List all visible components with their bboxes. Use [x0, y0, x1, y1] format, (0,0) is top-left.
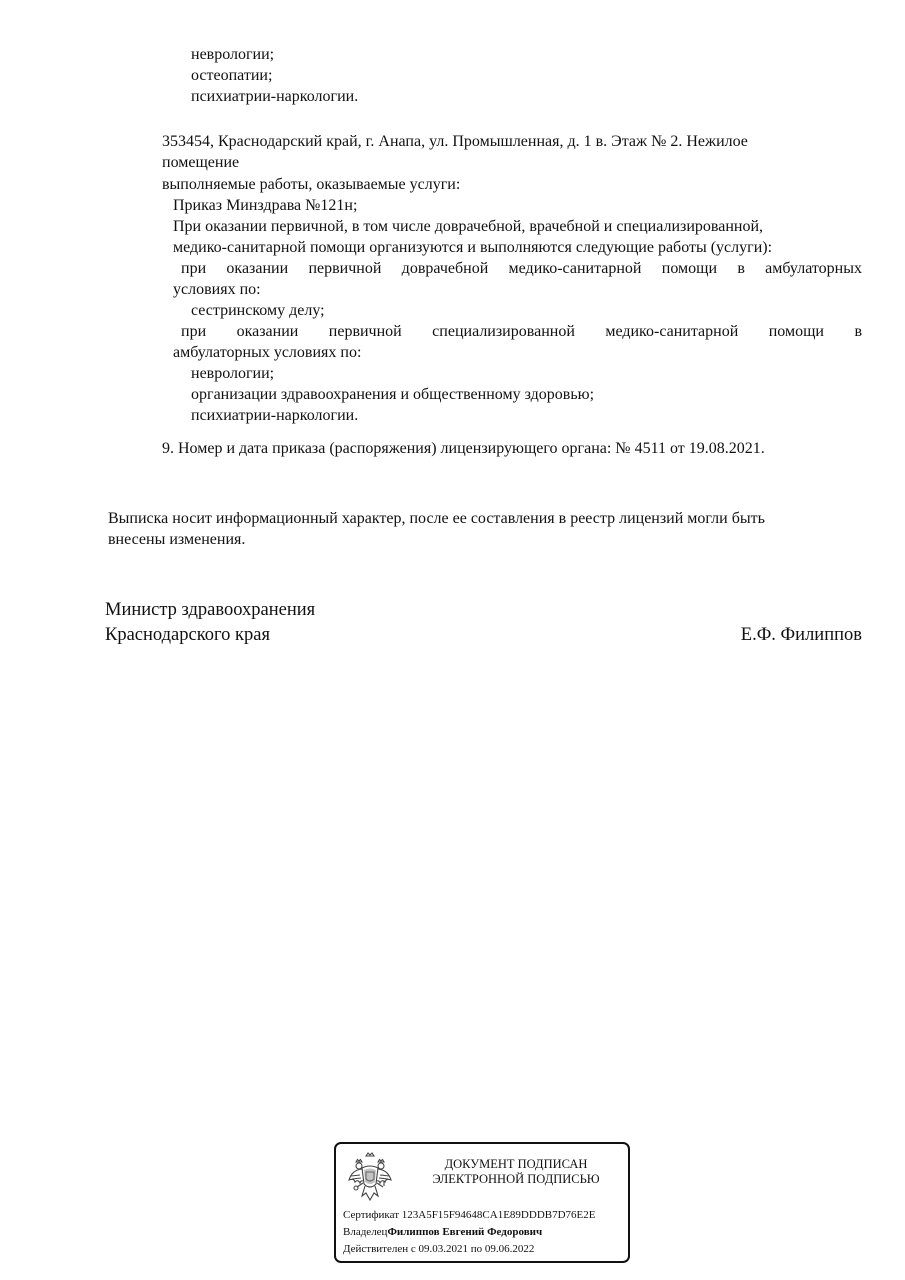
- signer-name: Е.Ф. Филиппов: [740, 625, 862, 645]
- coat-of-arms-icon: [346, 1150, 394, 1206]
- pre-medical-heading: при оказании первичной доврачебной медико-санитарной помощи в амбулаторных: [181, 260, 862, 277]
- address-line: 353454, Краснодарский край, г. Анапа, ул. Промышленная, д. 1 в. Этаж № 2. Нежилое: [162, 133, 748, 150]
- list-item: психиатрии-наркологии.: [191, 88, 359, 105]
- stamp-validity: Действителен с 09.03.2021 по 09.06.2022: [343, 1243, 535, 1255]
- certificate-value: 123A5F15F94648CA1E89DDDB7D76E2E: [401, 1209, 596, 1221]
- works-label: выполняемые работы, оказываемые услуги:: [162, 176, 461, 193]
- signer-position: Министр здравоохранения: [105, 600, 316, 620]
- order-intro: При оказании первичной, в том числе доврачебной, врачебной и специализированной,: [173, 218, 764, 235]
- notice-text: внесены изменения.: [108, 531, 246, 548]
- order-title: Приказ Минздрава №121н;: [173, 197, 358, 214]
- owner-label: Владелец: [343, 1226, 388, 1238]
- owner-value: Филиппов Евгений Федорович: [387, 1226, 543, 1238]
- specialized-heading: амбулаторных условиях по:: [173, 344, 362, 361]
- certificate-label: Сертификат: [343, 1209, 399, 1221]
- notice-text: Выписка носит информационный характер, после ее составления в реестр лицензий могли быть: [108, 510, 765, 527]
- stamp-title: ЭЛЕКТРОННОЙ ПОДПИСЬЮ: [432, 1172, 600, 1186]
- list-item: сестринскому делу;: [191, 302, 325, 319]
- stamp-owner: [343, 1225, 542, 1239]
- list-item: психиатрии-наркологии.: [191, 407, 359, 424]
- list-item: неврологии;: [191, 46, 275, 63]
- signer-position: Краснодарского края: [105, 625, 270, 645]
- list-item: организации здравоохранения и общественному здоровью;: [191, 386, 595, 403]
- list-item: остеопатии;: [191, 67, 273, 84]
- stamp-certificate: [343, 1208, 595, 1222]
- pre-medical-heading: условиях по:: [173, 281, 261, 298]
- address-line: помещение: [162, 154, 240, 171]
- stamp-title: ДОКУМЕНТ ПОДПИСАН: [444, 1157, 588, 1171]
- order-number-line: 9. Номер и дата приказа (распоряжения) лицензирующего органа: № 4511 от 19.08.2021.: [162, 440, 765, 457]
- list-item: неврологии;: [191, 365, 275, 382]
- electronic-signature-stamp: [334, 1142, 630, 1263]
- specialized-heading: при оказании первичной специализированной медико-санитарной помощи в: [181, 323, 862, 340]
- order-intro: медико-санитарной помощи организуются и выполняются следующие работы (услуги):: [173, 239, 773, 256]
